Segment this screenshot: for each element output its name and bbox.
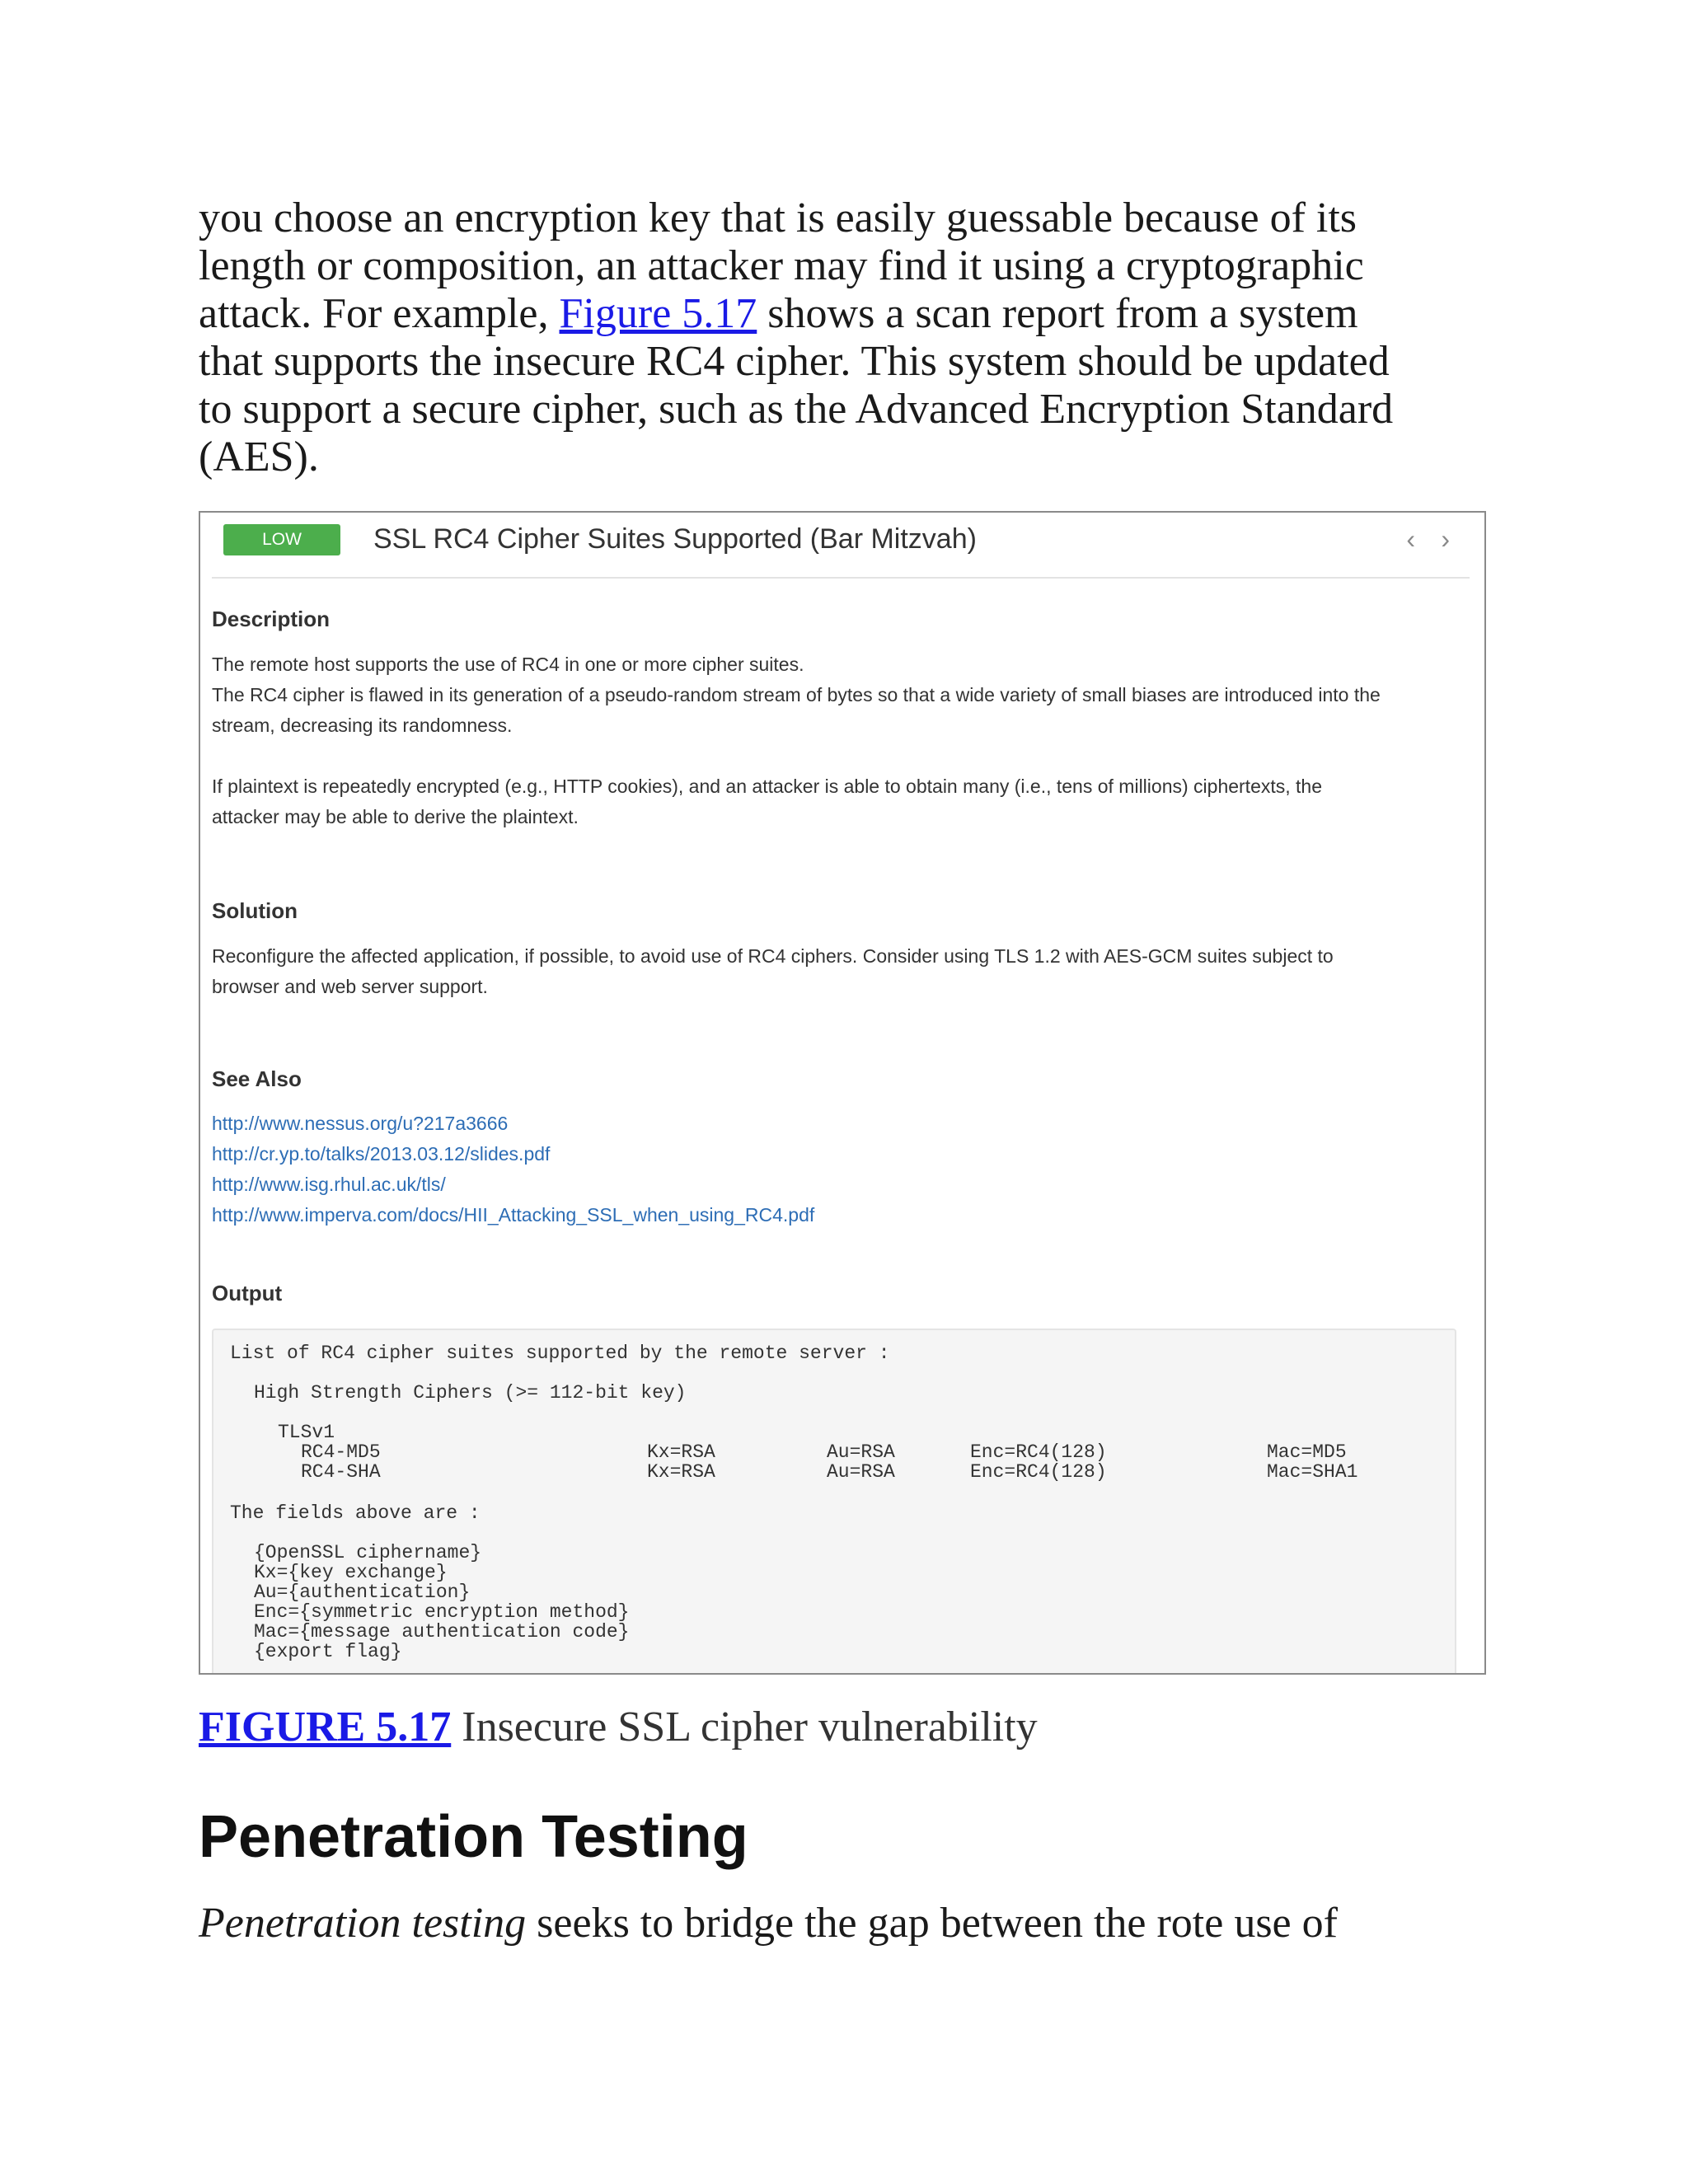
output-protocol: TLSv1 [278, 1422, 335, 1443]
section-heading: Penetration Testing [199, 1804, 748, 1870]
figure-label-link[interactable]: FIGURE 5.17 [199, 1704, 452, 1750]
output-strength: High Strength Ciphers (>= 112-bit key) [254, 1382, 687, 1404]
description-line: If plaintext is repeatedly encrypted (e.g., HTTP cookies), and an attacker is able to obtain many (i.e., tens of millions) ciphertexts, the [212, 776, 1323, 797]
intro-line: you choose an encryption key that is easily guessable because of its [199, 194, 1357, 241]
intro-line: that supports the insecure RC4 cipher. This system should be updated [199, 338, 1390, 385]
reference-link[interactable]: http://cr.yp.to/talks/2013.03.12/slides.pdf [212, 1143, 551, 1165]
vulnerability-title: SSL RC4 Cipher Suites Supported (Bar Mitzvah) [373, 523, 977, 555]
description-line: attacker may be able to derive the plaintext. [212, 806, 579, 827]
output-field: Kx={key exchange} [254, 1562, 448, 1583]
output-field: {OpenSSL ciphername} [254, 1542, 482, 1563]
cipher-enc: Enc=RC4(128) [970, 1461, 1107, 1483]
intro-line [199, 290, 1501, 338]
description-line: The RC4 cipher is flawed in its generation of a pseudo-random stream of bytes so that a wide variety of small biases are introduced into the [212, 684, 1381, 705]
severity-badge: LOW [223, 524, 340, 555]
cipher-kx: Kx=RSA [647, 1441, 715, 1463]
solution-line: Reconfigure the affected application, if possible, to avoid use of RC4 ciphers. Consider using TLS 1.2 with AES-GCM suites subject to [212, 945, 1334, 967]
scan-report-figure [199, 511, 1486, 1675]
description-heading: Description [212, 607, 331, 631]
italic-term: Penetration testing [199, 1900, 527, 1947]
solution-line: browser and web server support. [212, 976, 488, 997]
output-block [212, 1329, 1456, 1675]
cipher-au: Au=RSA [827, 1441, 895, 1463]
reference-link[interactable]: http://www.imperva.com/docs/HII_Attacking_SSL_when_using_RC4.pdf [212, 1204, 815, 1226]
solution-text [212, 941, 1465, 1002]
caption-text: Insecure SSL cipher vulnerability [451, 1704, 1038, 1750]
report-header [212, 513, 1470, 579]
intro-paragraph [199, 194, 1501, 481]
solution-heading: Solution [212, 898, 298, 923]
cipher-name: RC4-MD5 [301, 1441, 381, 1463]
cipher-mac: Mac=SHA1 [1267, 1461, 1358, 1483]
section-paragraph [199, 1899, 1338, 1948]
reference-link[interactable]: http://www.nessus.org/u?217a3666 [212, 1113, 509, 1134]
cipher-kx: Kx=RSA [647, 1461, 715, 1483]
output-field: Enc={symmetric encryption method} [254, 1601, 630, 1623]
output-field: Mac={message authentication code} [254, 1621, 630, 1643]
cipher-au: Au=RSA [827, 1461, 895, 1483]
see-also-heading: See Also [212, 1066, 302, 1091]
description-text [212, 649, 1465, 832]
output-field: {export flag} [254, 1641, 402, 1662]
output-intro: List of RC4 cipher suites supported by the remote server : [230, 1343, 890, 1364]
output-field: Au={authentication} [254, 1582, 471, 1603]
output-heading: Output [212, 1281, 283, 1305]
cipher-enc: Enc=RC4(128) [970, 1441, 1107, 1463]
chevron-left-icon[interactable]: ‹ [1406, 524, 1415, 554]
intro-line: (AES). [199, 434, 319, 480]
cipher-mac: Mac=MD5 [1267, 1441, 1347, 1463]
figure-reference-link[interactable]: Figure 5.17 [559, 290, 757, 337]
intro-text: attack. For example, [199, 290, 560, 337]
paragraph-text: seeks to bridge the gap between the rote use of [526, 1900, 1338, 1947]
description-line: The remote host supports the use of RC4 in one or more cipher suites. [212, 654, 804, 675]
output-fields-intro: The fields above are : [230, 1502, 481, 1524]
chevron-right-icon[interactable]: › [1441, 524, 1450, 554]
description-line: stream, decreasing its randomness. [212, 715, 513, 736]
intro-line: to support a secure cipher, such as the Advanced Encryption Standard [199, 386, 1394, 433]
intro-line: length or composition, an attacker may find it using a cryptographic [199, 242, 1364, 289]
intro-text: shows a scan report from a system [757, 290, 1358, 337]
reference-link[interactable]: http://www.isg.rhul.ac.uk/tls/ [212, 1174, 446, 1195]
cipher-name: RC4-SHA [301, 1461, 381, 1483]
figure-caption [199, 1703, 1038, 1752]
